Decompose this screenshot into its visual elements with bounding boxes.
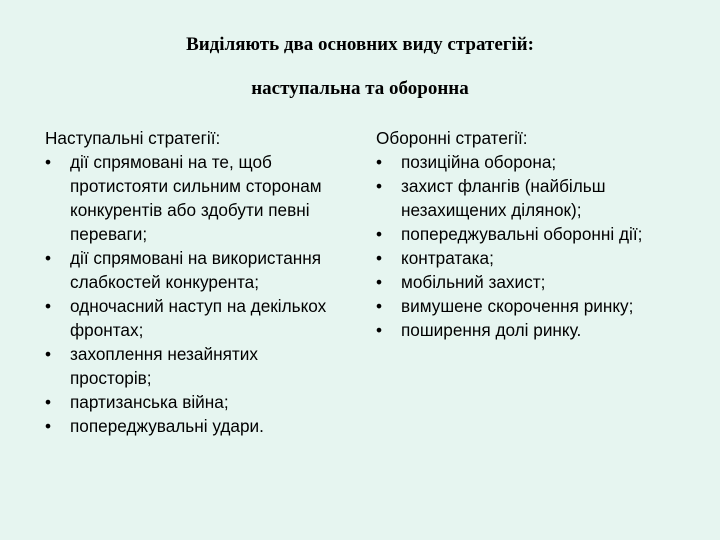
defensive-strategies-column [376, 126, 696, 342]
list-item [376, 270, 696, 294]
list-item-text: дії спрямовані на те, щоб протистояти сильним сторонам конкурентів або здобути певні переваги; [70, 152, 322, 244]
offensive-strategies-list [45, 150, 335, 438]
list-item-text: поширення долі ринку. [401, 320, 582, 340]
bullet-icon: • [376, 320, 383, 340]
list-item [376, 246, 696, 270]
list-item [45, 294, 335, 342]
list-item [376, 150, 696, 174]
offensive-strategies-heading: Наступальні стратегії: [45, 128, 221, 148]
bullet-icon: • [45, 416, 52, 436]
list-item-text: мобільний захист; [401, 272, 546, 292]
list-item-text: дії спрямовані на використання слабкостей конкурента; [70, 248, 322, 292]
list-item-text: партизанська війна; [70, 392, 229, 412]
list-item [45, 246, 335, 294]
list-item-text: захист флангів (найбільш незахищених ділянок); [401, 176, 606, 220]
bullet-icon: • [376, 272, 383, 292]
list-item-text: одночасний наступ на декількох фронтах; [70, 296, 327, 340]
list-item-text: попереджувальні удари. [70, 416, 264, 436]
bullet-icon: • [376, 248, 383, 268]
bullet-icon: • [45, 248, 52, 268]
list-item-text: захоплення незайнятих просторів; [70, 344, 258, 388]
slide-title-line-1: Виділяють два основних виду стратегій: [186, 34, 534, 55]
bullet-icon: • [45, 152, 52, 172]
list-item [376, 222, 696, 246]
list-item-text: контратака; [401, 248, 494, 268]
list-item [45, 390, 335, 414]
defensive-strategies-heading: Оборонні стратегії: [376, 128, 528, 148]
list-item [45, 414, 335, 438]
list-item-text: попереджувальні оборонні дії; [401, 224, 643, 244]
offensive-strategies-column [45, 126, 335, 438]
slide-title-line-2: наступальна та оборонна [251, 78, 469, 99]
list-item [376, 294, 696, 318]
bullet-icon: • [45, 344, 52, 364]
bullet-icon: • [45, 392, 52, 412]
list-item-text: вимушене скорочення ринку; [401, 296, 634, 316]
defensive-strategies-list [376, 150, 696, 342]
bullet-icon: • [376, 296, 383, 316]
bullet-icon: • [45, 296, 52, 316]
bullet-icon: • [376, 152, 383, 172]
list-item [376, 174, 696, 222]
list-item [45, 342, 335, 390]
list-item-text: позиційна оборона; [401, 152, 557, 172]
bullet-icon: • [376, 176, 383, 196]
list-item [376, 318, 696, 342]
bullet-icon: • [376, 224, 383, 244]
list-item [45, 150, 335, 246]
